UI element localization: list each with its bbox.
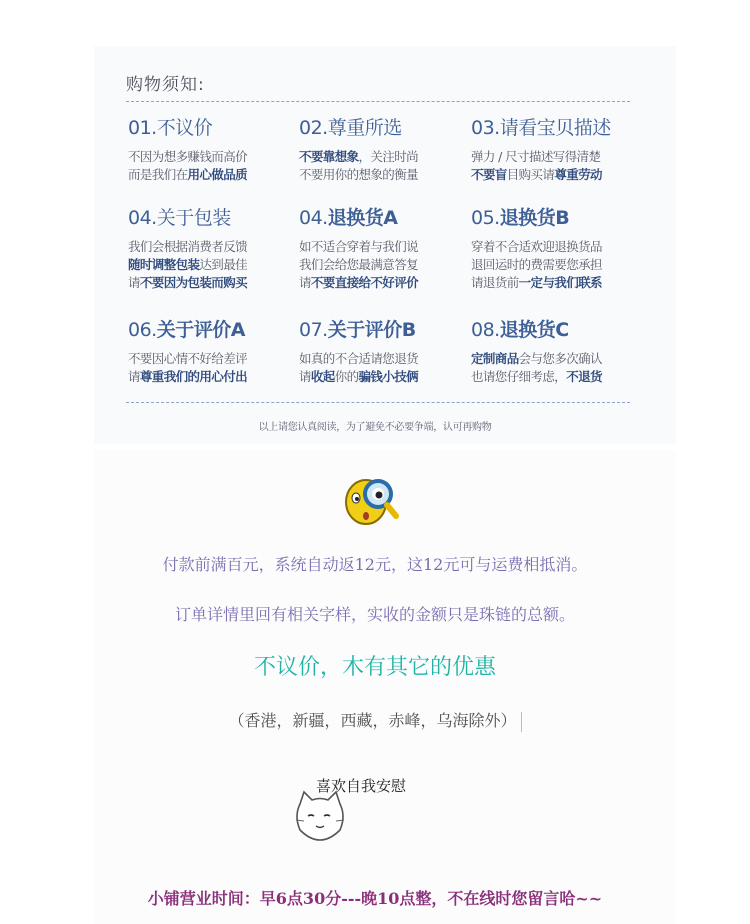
notice-item-number: 02. [299,117,328,139]
notice-item [299,316,471,386]
notice-item [471,316,643,386]
body-text: 会与您多次确认 [518,351,602,366]
notice-item-line [128,350,300,368]
notice-item-heading: 退换货C [499,319,569,341]
notice-item-number: 04. [299,207,328,229]
body-text: 请 [299,275,311,290]
notice-item-line [128,368,300,386]
notice-item-number: 03. [471,117,500,139]
notice-item-line [128,256,300,274]
exclusions-message [0,708,750,732]
notice-item-line [128,274,300,292]
body-text: 不因为想多赚钱而高价 [128,149,248,164]
rebate-message: 付款前满百元，系统自动返12元，这12元可与运费相抵消。 [162,555,588,574]
notice-item [128,316,300,386]
smiley-magnifier-icon [342,474,404,530]
body-text: 达到最佳 [199,257,248,272]
notice-item-line [471,166,643,184]
body-text: 请 [128,275,140,290]
body-text: 如真的不合适请您退货 [299,351,419,366]
emphasis-text: 收起 [310,369,335,384]
notice-item-title [128,316,300,344]
notice-item-heading: 退换货B [499,207,570,229]
body-text: 请退货前 [471,275,519,290]
notice-item-heading: 关于评价A [156,319,245,341]
notice-item-line [471,148,643,166]
body-text: 弹力 / 尺寸描述写得清楚 [471,149,601,164]
notice-item-title [299,204,471,232]
notice-item-line [471,274,643,292]
notice-item-title [128,204,300,232]
notice-item-heading: 尊重所选 [327,117,402,139]
exclusions-text: （香港，新疆，西藏，赤峰，乌海除外） [228,711,517,730]
notice-item-title [128,114,300,142]
notice-item-heading: 关于评价B [327,319,416,341]
order-note-message: 订单详情里回有相关字样，实收的金额只是珠链的总额。 [174,605,575,624]
emphasis-text: 用心做品质 [187,167,248,182]
body-text: 穿着不合适欢迎退换货品 [471,239,602,254]
body-text: 不要因心情不好给差评 [128,351,248,366]
notice-item-title [471,204,643,232]
notice-item [471,114,643,184]
body-text: 请 [128,369,140,384]
notice-item-number: 06. [128,319,157,341]
notice-item-line [299,148,471,166]
body-text: ，关注时尚 [358,149,419,164]
body-text: 你的 [334,369,359,384]
notice-item-title [299,316,471,344]
body-text: 我们会给您最满意答复 [299,257,419,272]
notice-item [299,114,471,184]
notice-footnote: 以上请您认真阅读，为了避免不必要争端，认可再购物 [258,422,492,433]
notice-item-title [471,114,643,142]
emphasis-text: 尊重我们的用心付出 [139,369,248,384]
notice-title: 购物须知: [126,75,205,95]
emphasis-text: 一定与我们联系 [518,275,602,290]
notice-item-line [128,166,300,184]
emphasis-text: 骗钱小技俩 [358,369,419,384]
notice-item-number: 07. [299,319,328,341]
body-text: 也请您仔细考虑， [471,369,567,384]
notice-item [128,204,300,292]
notice-item-number: 05. [471,207,500,229]
body-text: 而是我们在 [128,167,188,182]
body-text: 不要用你的想象的衡量 [299,167,419,182]
notice-item-line [299,256,471,274]
notice-item-heading: 退换货A [327,207,398,229]
body-text: 目购买请 [506,167,555,182]
body-text: 如不适合穿着与我们说 [299,239,419,254]
body-text: 请 [299,369,311,384]
notice-item-line [471,368,643,386]
emphasis-text: 不退货 [566,369,602,384]
emphasis-text: 定制商品 [471,351,519,366]
notice-item-number: 08. [471,319,500,341]
business-hours-message: 小铺营业时间：早6点30分---晚10点整，不在线时您留言哈~~ [147,889,603,908]
notice-item-line [299,350,471,368]
text-cursor [521,712,522,732]
notice-item-line [299,368,471,386]
emphasis-text: 随时调整包装 [128,257,200,272]
notice-item-number: 01. [128,117,157,139]
notice-item-line [128,238,300,256]
no-bargain-message: 不议价，木有其它的优惠 [253,655,496,680]
notice-item-number: 04. [128,207,157,229]
notice-item-heading: 不议价 [156,117,213,139]
notice-item-line [471,238,643,256]
notice-item-line [299,274,471,292]
notice-item [299,204,471,292]
notice-item-line [299,166,471,184]
emphasis-text: 不要直接给不好评价 [310,275,419,290]
notice-item [128,114,300,184]
body-text: 我们会根据消费者反馈 [128,239,248,254]
emphasis-text: 不要靠想象 [299,149,359,164]
divider-bottom [126,402,630,403]
divider-top [126,101,630,102]
notice-item-heading: 关于包装 [156,207,231,229]
self-comfort-caption: 喜欢自我安慰 [316,777,407,795]
emphasis-text: 尊重劳动 [554,167,602,182]
notice-item [471,204,643,292]
cat-face-icon [292,788,348,844]
notice-item-heading: 请看宝贝描述 [499,117,611,139]
notice-item-line [471,350,643,368]
emphasis-text: 不要盲 [471,167,507,182]
notice-item-title [471,316,643,344]
notice-item-line [128,148,300,166]
notice-item-line [471,256,643,274]
notice-item-title [299,114,471,142]
body-text: 退回运时的费需要您承担 [471,257,602,272]
notice-item-line [299,238,471,256]
emphasis-text: 不要因为包装而购买 [139,275,248,290]
